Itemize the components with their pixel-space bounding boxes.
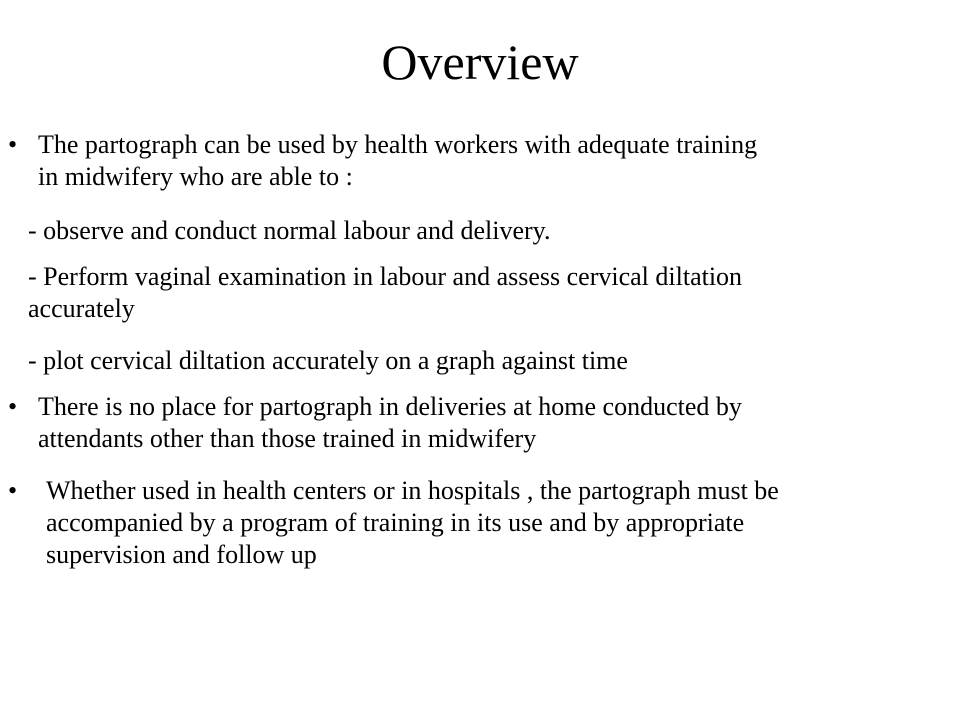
sub-item-text: - plot cervical diltation accurately on a graph against time [28,346,628,375]
bullet-item-partograph-usage [0,129,960,193]
sub-item-text: - Perform vaginal examination in labour and assess cervical diltation accurately [28,262,743,323]
sub-item-vaginal-examination [0,261,960,325]
slide-title: Overview [381,34,579,90]
bullet-item-training-program [0,475,960,575]
sub-item-plot-diltation [0,345,960,377]
bullet-item-no-home-partograph [0,391,960,455]
bullet-text: There is no place for partograph in deliveries at home conducted by attendants other than those trained in midwifery [38,392,742,453]
sub-item-text: - observe and conduct normal labour and delivery. [28,216,551,245]
bullet-marker: • [8,130,18,159]
bullet-text: The partograph can be used by health workers with adequate training in midwifery who are able to : [38,130,758,191]
bullet-marker: • [8,476,18,505]
bullet-text: Whether used in health centers or in hospitals , the partograph must be accompanied by a program of training in its use and by appropriate supervision and follow up [46,476,779,569]
bullet-marker: • [8,392,18,421]
sub-item-observe-labour [0,215,960,247]
